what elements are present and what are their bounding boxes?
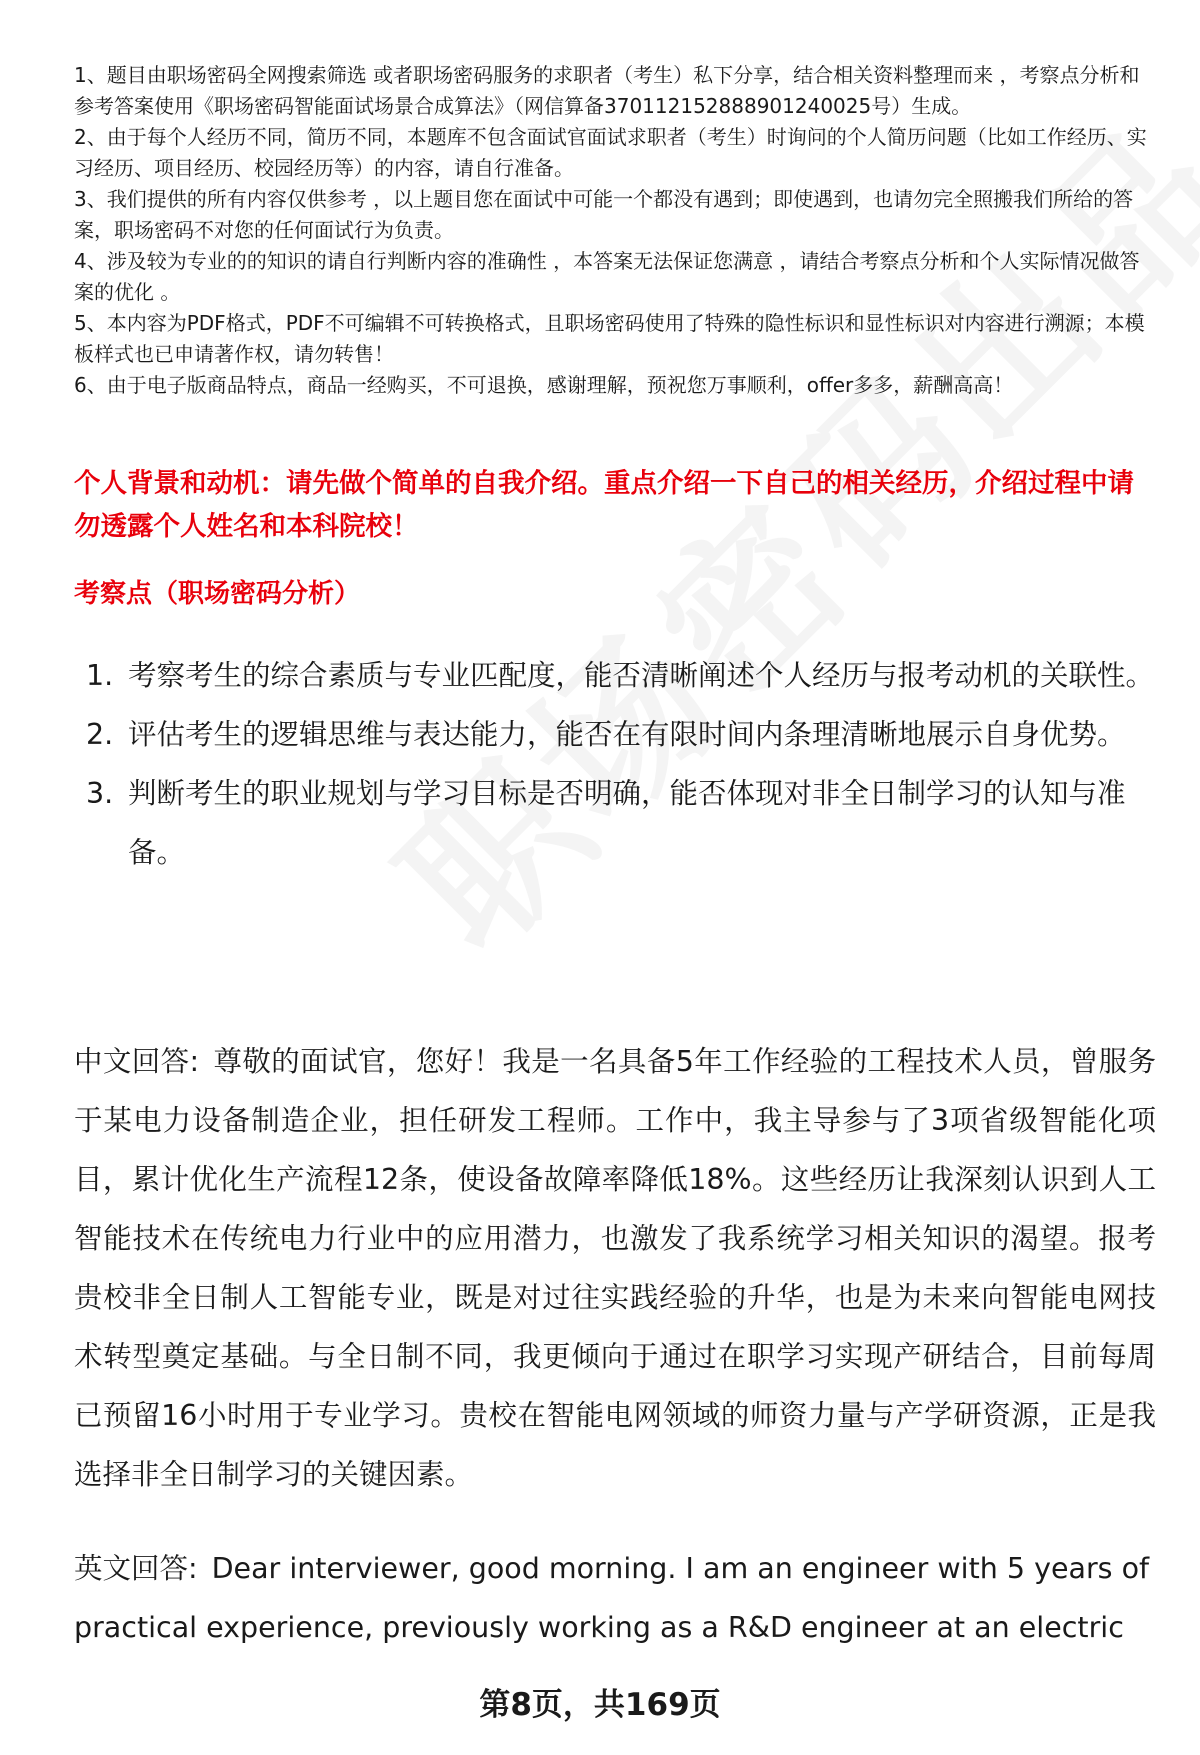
- chinese-answer-text: 尊敬的面试官，您好！我是一名具备5年工作经验的工程技术人员，曾服务于某电力设备制造企业，担任研发工程师。工作中，我主导参与了3项省级智能化项目，累计优化生产流程12条，使设备故障率降低18%。这些经历让我深刻认识到人工智能技术在传统电力行业中的应用潜力，也激发了我系统学习相关知识的渴望。报考贵校非全日制人工智能专业，既是对过往实践经验的升华，也是为未来向智能电网技术转型奠定基础。与全日制不同，我更倾向于通过在职学习实现产研结合，目前每周已预留16小时用于专业学习。贵校在智能电网领域的师资力量与产学研资源，正是我选择非全日制学习的关键因素。: [74, 1045, 1157, 1491]
- analysis-title: 考察点（职场密码分析）: [74, 579, 361, 609]
- note-1: 1、题目由职场密码全网搜索筛选 或者职场密码服务的求职者（考生）私下分享，结合相关资料整理而来 ，考察点分析和参考答案使用《职场密码智能面试场景合成算法》（网信算备370112152888901240025号）生成。: [74, 63, 1140, 118]
- note-2: 2、由于每个人经历不同，简历不同，本题库不包含面试官面试求职者（考生）时询问的个人简历问题（比如工作经历、实习经历、项目经历、校园经历等）的内容，请自行准备。: [74, 125, 1147, 180]
- point-text: 考察考生的综合素质与专业匹配度，能否清晰阐述个人经历与报考动机的关联性。: [128, 659, 1155, 692]
- note-6: 6、由于电子版商品特点，商品一经购买，不可退换，感谢理解，预祝您万事顺利，offer多多，薪酬高高！: [74, 373, 1014, 397]
- point-number: 1.: [86, 659, 114, 692]
- chinese-answer-label: 中文回答:: [74, 1045, 200, 1078]
- analysis-points-list: [74, 646, 1154, 882]
- note-5: 5、本内容为PDF格式，PDF不可编辑不可转换格式，且职场密码使用了特殊的隐性标识和显性标识对内容进行溯源；本模板样式也已申请著作权，请勿转售！: [74, 311, 1145, 366]
- point-text: 判断考生的职业规划与学习目标是否明确，能否体现对非全日制学习的认知与准备。: [128, 777, 1126, 869]
- note-3: 3、我们提供的所有内容仅供参考 ，以上题目您在面试中可能一个都没有遇到；即使遇到，也请勿完全照搬我们所给的答案，职场密码不对您的任何面试行为负责。: [74, 187, 1134, 242]
- note-4: 4、涉及较为专业的的知识的请自行判断内容的准确性 ，本答案无法保证您满意 ，请结合考察点分析和个人实际情况做答案的优化 。: [74, 249, 1140, 304]
- page-number-footer: 第8页，共169页: [479, 1687, 721, 1723]
- english-answer-text: Dear interviewer, good morning. I am an engineer with 5 years of practical experience, previously working as a R&D engineer at an electric: [74, 1552, 1150, 1644]
- chinese-answer: [74, 1032, 1156, 1504]
- english-answer-label: 英文回答:: [74, 1552, 198, 1585]
- question-heading: 个人背景和动机：请先做个简单的自我介绍。重点介绍一下自己的相关经历，介绍过程中请勿透露个人姓名和本科院校！: [74, 468, 1134, 542]
- point-text: 评估考生的逻辑思维与表达能力，能否在有限时间内条理清晰地展示自身优势。: [128, 718, 1126, 751]
- point-number: 2.: [86, 718, 114, 751]
- disclaimer-notes: [74, 60, 1159, 401]
- analysis-point: [74, 764, 1154, 882]
- english-answer: [74, 1539, 1156, 1657]
- analysis-point: [74, 705, 1154, 764]
- point-number: 3.: [86, 777, 114, 810]
- analysis-point: [74, 646, 1154, 705]
